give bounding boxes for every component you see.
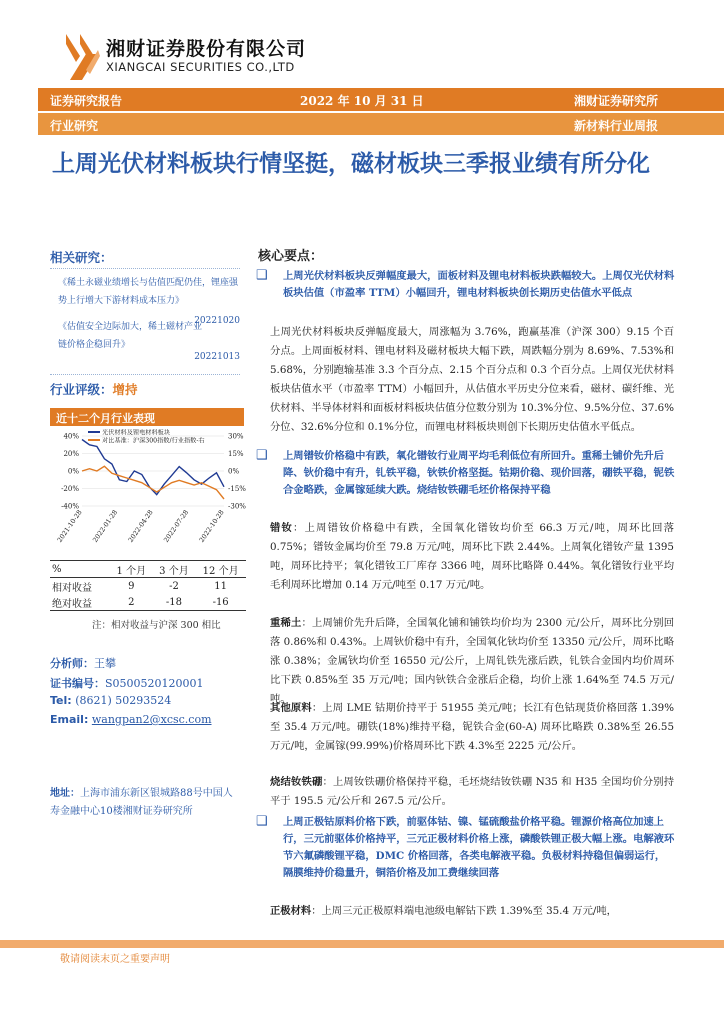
analyst-tel-label: Tel:: [50, 694, 72, 707]
related-item-2-date: 20221013: [194, 352, 240, 362]
related-item-1[interactable]: 《稀土永磁业绩增长与估值匹配仍佳，锂座强势上行增大下游材料成本压力》: [58, 278, 239, 306]
paragraph-2-label: 错钕: [270, 522, 294, 534]
divider: [50, 374, 240, 375]
table-row: [50, 594, 246, 611]
analyst-email-link[interactable]: wangpan2@xcsc.com: [91, 713, 212, 726]
analyst-cert-line: [50, 675, 204, 691]
left-tick-label: 40%: [63, 432, 79, 441]
paragraph-6: [270, 902, 674, 922]
analyst-tel: (8621) 50293524: [75, 694, 172, 707]
legend-benchmark: 对比基准：沪深300指数/行业指数-右: [102, 437, 205, 445]
paragraph-1: 上周光伏材料板块反弹幅度最大，周涨幅为 3.76%，跑赢基准（沪深 300）9.15 个百分点。上周面板材料、锂电材料及磁材板块大幅下跌，周跌幅分别为 8.69%、7.53%和 5.68%，分别跑输基准 3.3 个百分点、2.15 个百分点和 0.3 个百分点。上周仅光伏材料板块估值水平（市盈率 TTM）小幅回升，从估值水平历史分位来看，磁材、碳纤维、光伏材料、半导体材料和面板材料板块估值分位数分别为 10.3%分位、9.5%分位、37.6%分位、32.6%分位和 0.1%分位，而锂电材料板块则创下长期历史估值水平低点。: [270, 326, 674, 433]
header-band-secondary: [38, 113, 724, 135]
left-tick-label: 0%: [67, 467, 79, 476]
analyst-name-label: 分析师：: [50, 657, 94, 670]
return-row-label: 相对收益: [52, 582, 92, 594]
right-tick-label: -15%: [228, 485, 246, 493]
checkbox-bullet-icon: ❑: [256, 268, 268, 283]
return-table: [50, 560, 246, 611]
address-text: 上海市浦东新区银城路88号中国人寿金融中心10楼湘财证券研究所: [50, 788, 233, 817]
report-type: 证券研究报告: [50, 94, 123, 108]
return-cell: 9: [128, 580, 135, 592]
right-tick-label: 15%: [228, 450, 244, 458]
report-series: 新材料行业周报: [574, 119, 659, 133]
return-cell: -18: [165, 596, 182, 608]
analyst-email-line: [50, 713, 212, 726]
footer-disclaimer[interactable]: 敬请阅读末页之重要声明: [60, 954, 170, 965]
paragraph-5-label: 烧结钕铁硼: [270, 776, 323, 788]
paragraph-6-text: ：上周三元正极原料端电池级电解钴下跌 1.39%至 35.4 万元/吨，: [311, 905, 617, 917]
analyst-name-line: [50, 655, 116, 671]
return-row-label: 绝对收益: [52, 598, 92, 610]
company-logo: [64, 30, 100, 82]
analyst-tel-line: [50, 694, 171, 707]
paragraph-2: [270, 519, 674, 595]
paragraph-3: [270, 614, 674, 709]
footer-bar: [0, 940, 724, 948]
x-tick-label: 2021-10-28: [55, 508, 84, 544]
return-header-cell: 3 个月: [159, 565, 189, 577]
paragraph-4-text: ：上周 LME 钴期价持平于 51955 美元/吨；长江有色钴现货价格回落 1.39%至 35.4 万元/吨。硼铁(18%)维持平稳，铌铁合金(60-A) 周环比略跌 0.38%至 26.55 万元/吨，金属镓(99.99%)价格周环比下跌 4.3%至 2225 元/公斤。: [270, 702, 675, 752]
address-label: 地址：: [50, 788, 80, 799]
return-table-note: 注：相对收益与沪深 300 相比: [92, 620, 221, 631]
related-item-1-date: 20221020: [194, 316, 240, 326]
institute-name: 湘财证券研究所: [574, 94, 659, 108]
checkbox-bullet-icon: ❑: [256, 814, 268, 829]
x-tick-label: 2022-07-28: [162, 508, 191, 544]
x-tick-label: 2022-04-28: [126, 508, 155, 544]
paragraph-5-text: ：上周钕铁硼价格保持平稳，毛坯烧结钕铁硼 N35 和 H35 全国均价分别持平于 195.5 元/公斤和 267.5 元/公斤。: [270, 776, 674, 807]
related-item-2[interactable]: 《估值安全边际加大，稀土磁材产业链价格企稳回升》: [58, 322, 203, 350]
company-name-en: XIANGCAI SECURITIES CO.,LTD: [106, 60, 295, 74]
analyst-cert-label: 证书编号：: [50, 677, 105, 690]
checkbox-bullet-icon: ❑: [256, 448, 268, 463]
address-block: [50, 785, 242, 821]
analyst-cert: S0500520120001: [105, 677, 204, 690]
return-cell: 2: [128, 596, 135, 608]
paragraph-4: [270, 699, 674, 756]
return-table-header: [50, 561, 246, 578]
research-category: 行业研究: [50, 119, 99, 133]
return-cell: -16: [212, 596, 229, 608]
paragraph-3-text: ：上周铺价先升后降，全国氧化铺和铺铁均价均为 2300 元/公斤，周环比分别回落 0.86%和 0.43%。上周钬价稳中有升，全国氧化钬均价至 13350 元/公斤，周环比略涨 0.38%；金属钬均价至 16550 元/公斤，上周钆铁先涨后跌，钆铁合金国内均价周环比下跌 0.85%至 35 万元/吨；国内钬铁合金涨后企稳，均价上涨 1.64%至 74.5 万元/吨。: [270, 617, 675, 705]
paragraph-5: [270, 773, 674, 811]
table-row: [50, 578, 246, 595]
return-header-cell: 12 个月: [202, 565, 239, 577]
rating-label: 行业评级：: [50, 382, 113, 397]
paragraph-2-text: ：上周镨钕价格稳中有跌，全国氧化镨钕均价至 66.3 万元/吨，周环比回落 0.75%；镨钕金属均价至 79.8 万元/吨，周环比下跌 2.44%。上周氧化镨钕产量 1395 吨，周环比持平；氧化镨钕工厂库存 3366 吨，周环比略降 0.44%。氧化镨钕行业平均毛利周环比增加 0.14 万元/吨至 0.17 万元/吨。: [270, 522, 674, 591]
return-cell: -2: [169, 580, 179, 592]
left-tick-label: 20%: [63, 450, 79, 458]
related-research-heading: 相关研究：: [50, 250, 113, 265]
industry-rating: [50, 380, 138, 398]
paragraph-3-label: 重稀土: [270, 617, 302, 629]
legend-sector: 光伏材料及锂电材料板块: [102, 429, 171, 437]
header-band-primary: [38, 88, 724, 111]
left-tick-label: -20%: [61, 485, 79, 493]
company-name-cn: 湘财证券股份有限公司: [106, 38, 307, 60]
left-tick-label: -40%: [61, 502, 79, 511]
core-points-title: 核心要点：: [258, 249, 324, 264]
right-tick-label: 0%: [228, 467, 240, 476]
x-tick-label: 2022-01-28: [91, 508, 120, 544]
paragraph-4-label: 其他原料: [270, 702, 312, 714]
performance-chart: [52, 426, 252, 558]
highlight-1: 上周光伏材料板块反弹幅度最大，面板材料及锂电材料板块跌幅较大。上周仅光伏材料板块估值（市盈率 TTM）小幅回升，锂电材料板块创长期历史估值水平低点: [283, 270, 675, 299]
return-cell: 11: [214, 580, 227, 592]
performance-title: 近十二个月行业表现: [56, 412, 155, 425]
return-header-cell: 1 个月: [116, 565, 147, 577]
report-date: 2022 年 10 月 31 日: [300, 94, 424, 108]
analyst-name: 王攀: [94, 657, 116, 670]
highlight-2: 上周镨钕价格稳中有跌，氧化镨钕行业周平均毛利低位有所回升。重稀土铺价先升后降、钬价稳中有升，钆铁平稳，钬铁价格坚挺。钴期价稳、现价回落，硼铁平稳，铌铁合金略跌，金属镓延续大跌。烧结钕铁硼毛坯价格保持平稳: [283, 450, 675, 496]
x-tick-label: 2022-10-28: [197, 508, 226, 544]
analyst-email-label: Email:: [50, 713, 89, 726]
divider: [50, 268, 240, 269]
right-tick-label: -30%: [228, 502, 246, 511]
rating-value: 增持: [112, 382, 138, 397]
right-tick-label: 30%: [228, 432, 244, 441]
report-title: 上周光伏材料板块行情坚挺，磁材板块三季报业绩有所分化: [52, 151, 650, 177]
return-header-cell: %: [52, 563, 62, 575]
paragraph-6-label: 正极材料: [270, 905, 312, 917]
highlight-3: 上周正极钴原料价格下跌，前驱体钴、镍、锰硫酸盐价格平稳。锂源价格高位加速上行，三元前驱体价格持平，三元正极材料价格上涨，磷酸铁锂正极大幅上涨。电解液环节六氟磷酸锂平稳，DMC 价格回落，各类电解液平稳。负极材料持稳但偏弱运行，隔膜维持价稳量升，铜箔价格及加工费继续回落: [283, 816, 675, 879]
